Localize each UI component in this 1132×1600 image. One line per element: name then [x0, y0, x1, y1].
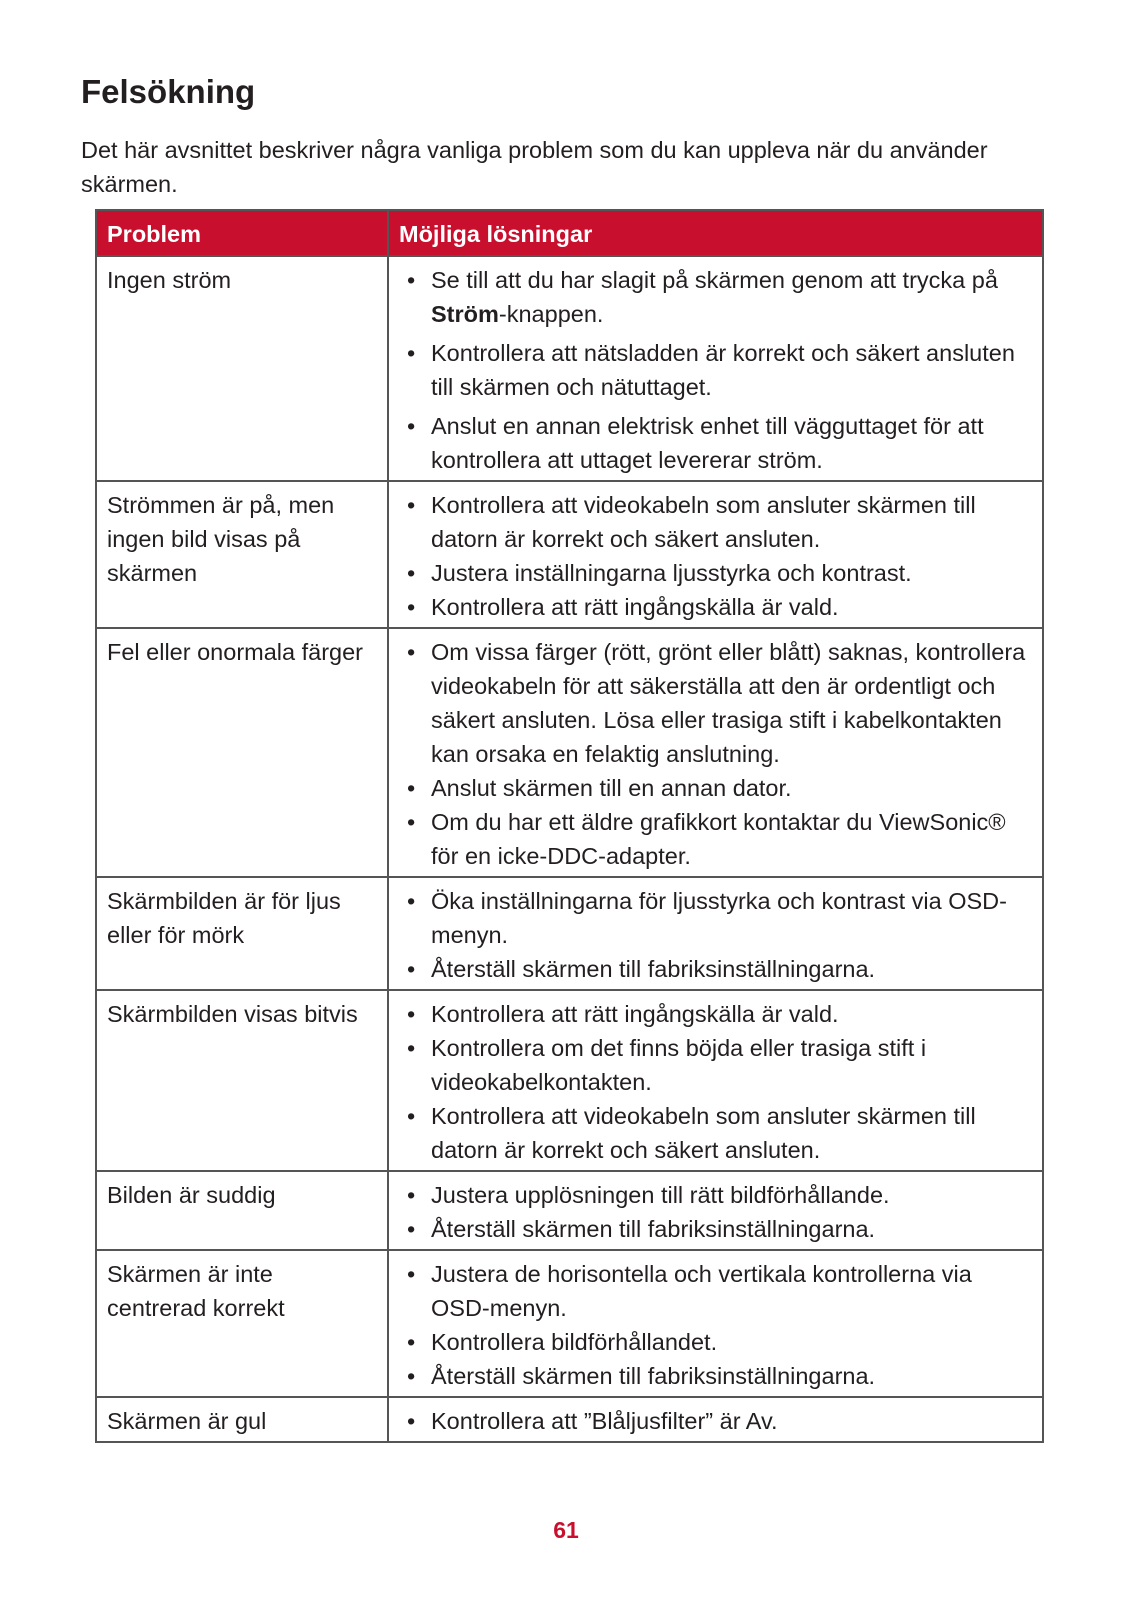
solution-item	[399, 1325, 1032, 1359]
solution-text: Kontrollera att ”Blåljusfilter” är Av.	[431, 1408, 778, 1434]
table-header-row	[96, 210, 1043, 256]
solutions-cell	[388, 1171, 1043, 1250]
solution-list	[399, 1257, 1032, 1393]
table-row	[96, 990, 1043, 1171]
solution-item	[399, 635, 1032, 771]
solutions-cell	[388, 481, 1043, 628]
solution-text: Justera de horisontella och vertikala kontrollerna via OSD-menyn.	[431, 1261, 972, 1321]
solution-item	[399, 556, 1032, 590]
solutions-cell	[388, 877, 1043, 990]
solution-item	[399, 409, 1032, 477]
solution-item	[399, 1404, 1032, 1438]
solution-item	[399, 1099, 1032, 1167]
table-row	[96, 481, 1043, 628]
solution-text: Justera inställningarna ljusstyrka och kontrast.	[431, 560, 912, 586]
solution-text: Kontrollera att rätt ingångskälla är vald.	[431, 594, 839, 620]
solution-text: Anslut skärmen till en annan dator.	[431, 775, 792, 801]
problem-cell: Skärmen är gul	[96, 1397, 388, 1442]
solution-item	[399, 805, 1032, 873]
solution-item	[399, 1212, 1032, 1246]
solution-item	[399, 771, 1032, 805]
solution-item	[399, 1031, 1032, 1099]
solution-item	[399, 336, 1032, 404]
solution-text: Kontrollera bildförhållandet.	[431, 1329, 718, 1355]
problem-cell: Skärmbilden visas bitvis	[96, 990, 388, 1171]
solution-text: Anslut en annan elektrisk enhet till vägguttaget för att kontrollera att uttaget levererar ström.	[431, 413, 984, 473]
solution-item	[399, 952, 1032, 986]
solutions-cell	[388, 628, 1043, 877]
solution-text: Justera upplösningen till rätt bildförhållande.	[431, 1182, 890, 1208]
solution-text: Se till att du har slagit på skärmen genom att trycka på	[431, 267, 998, 293]
problem-cell: Ingen ström	[96, 256, 388, 481]
solution-list	[399, 884, 1032, 986]
solution-text: Kontrollera att videokabeln som ansluter skärmen till datorn är korrekt och säkert ansluten.	[431, 492, 976, 552]
table-row	[96, 1250, 1043, 1397]
solutions-cell	[388, 1397, 1043, 1442]
solution-text: Kontrollera att nätsladden är korrekt och säkert ansluten till skärmen och nätuttaget.	[431, 340, 1015, 400]
solution-text: Öka inställningarna för ljusstyrka och kontrast via OSD-menyn.	[431, 888, 1007, 948]
solution-text-suffix: -knappen.	[498, 301, 604, 327]
solution-text: Om du har ett äldre grafikkort kontaktar du ViewSonic® för en icke-DDC-adapter.	[431, 809, 1006, 869]
solution-item	[399, 488, 1032, 556]
solution-list	[399, 635, 1032, 873]
header-solutions: Möjliga lösningar	[388, 210, 1043, 256]
problem-cell: Skärmen är inte centrerad korrekt	[96, 1250, 388, 1397]
table-row	[96, 1397, 1043, 1442]
solution-list	[399, 488, 1032, 624]
solution-text: Kontrollera om det finns böjda eller trasiga stift i videokabelkontakten.	[431, 1035, 927, 1095]
problem-cell: Strömmen är på, men ingen bild visas på skärmen	[96, 481, 388, 628]
page-number: 61	[553, 1517, 579, 1543]
solutions-cell	[388, 1250, 1043, 1397]
solution-text: Återställ skärmen till fabriksinställningarna.	[431, 1363, 876, 1389]
solutions-cell	[388, 256, 1043, 481]
table-body	[96, 256, 1043, 1442]
solution-text: Kontrollera att videokabeln som ansluter skärmen till datorn är korrekt och säkert ansluten.	[431, 1103, 976, 1163]
header-problem: Problem	[96, 210, 388, 256]
solutions-cell	[388, 990, 1043, 1171]
solution-text: Kontrollera att rätt ingångskälla är vald.	[431, 1001, 839, 1027]
solution-emphasis: Ström	[431, 301, 499, 327]
solution-item	[399, 590, 1032, 624]
page-title: Felsökning	[81, 73, 256, 110]
solution-list	[399, 997, 1032, 1167]
solution-list	[399, 1178, 1032, 1246]
solution-item	[399, 1178, 1032, 1212]
intro-text: Det här avsnittet beskriver några vanliga problem som du kan uppleva när du använder skärmen.	[81, 137, 988, 197]
table-row	[96, 628, 1043, 877]
problem-cell: Skärmbilden är för ljus eller för mörk	[96, 877, 388, 990]
solution-item	[399, 884, 1032, 952]
problem-cell: Bilden är suddig	[96, 1171, 388, 1250]
solution-text: Om vissa färger (rött, grönt eller blått) saknas, kontrollera videokabeln för att säkerställa att den är ordentligt och säkert ansluten. Lösa eller trasiga stift i kabelkontakten kan orsaka en felaktig anslutning.	[431, 639, 1026, 767]
table-row	[96, 256, 1043, 481]
solution-list	[399, 1404, 1032, 1438]
solution-list	[399, 263, 1032, 477]
solution-item	[399, 263, 1032, 331]
solution-item	[399, 997, 1032, 1031]
solution-item	[399, 1359, 1032, 1393]
solution-text: Återställ skärmen till fabriksinställningarna.	[431, 956, 876, 982]
troubleshooting-table	[95, 209, 1044, 1443]
solution-item	[399, 1257, 1032, 1325]
table-row	[96, 1171, 1043, 1250]
problem-cell: Fel eller onormala färger	[96, 628, 388, 877]
solution-text: Återställ skärmen till fabriksinställningarna.	[431, 1216, 876, 1242]
table-row	[96, 877, 1043, 990]
